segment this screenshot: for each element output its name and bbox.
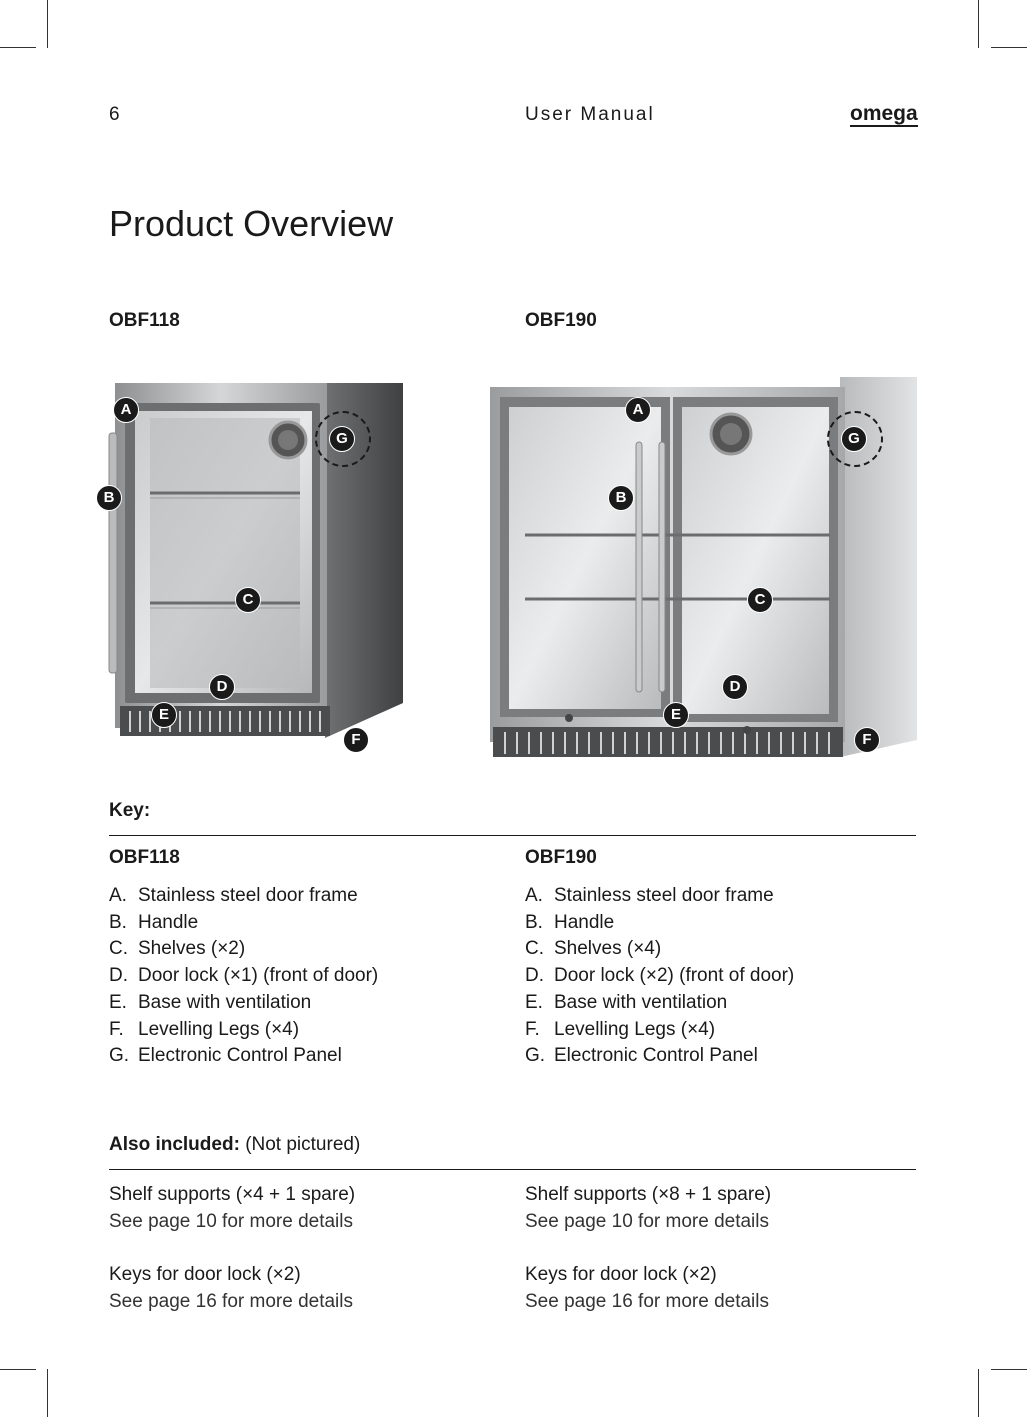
key-item bbox=[525, 990, 925, 1017]
included-item-name: Keys for door lock (×2) bbox=[109, 1264, 301, 1285]
label-e-obf190: E bbox=[663, 702, 689, 728]
key-item bbox=[525, 1043, 925, 1070]
key-text: Door lock (×1) (front of door) bbox=[138, 965, 379, 987]
brand-logo bbox=[850, 102, 918, 126]
label-d-obf118: D bbox=[209, 674, 235, 700]
included-item-name: Keys for door lock (×2) bbox=[525, 1264, 717, 1285]
key-text: Electronic Control Panel bbox=[138, 1045, 342, 1067]
key-item bbox=[109, 1017, 509, 1044]
key-item bbox=[525, 910, 925, 937]
key-letter: A. bbox=[525, 885, 543, 906]
key-text: Shelves (×4) bbox=[554, 938, 662, 960]
key-item bbox=[525, 963, 925, 990]
key-list-obf118 bbox=[109, 847, 509, 1070]
label-g-obf190: G bbox=[841, 426, 867, 452]
key-item bbox=[109, 963, 509, 990]
key-text: Shelves (×2) bbox=[138, 938, 246, 960]
label-d-obf190: D bbox=[722, 674, 748, 700]
included-item-detail: See page 16 for more details bbox=[525, 1290, 769, 1312]
also-included-label: Also included: bbox=[109, 1134, 240, 1155]
included-item bbox=[109, 1262, 509, 1315]
label-g-obf118: G bbox=[329, 426, 355, 452]
included-item-name: Shelf supports (×4 + 1 spare) bbox=[109, 1184, 356, 1205]
key-item bbox=[525, 1017, 925, 1044]
key-letter: F. bbox=[109, 1018, 124, 1040]
key-text: Electronic Control Panel bbox=[554, 1045, 758, 1067]
included-item-name: Shelf supports (×8 + 1 spare) bbox=[525, 1184, 772, 1205]
included-item bbox=[525, 1262, 925, 1315]
key-heading: Key: bbox=[109, 800, 151, 821]
key-text: Handle bbox=[138, 911, 199, 933]
key-item bbox=[109, 883, 509, 910]
key-letter: B. bbox=[109, 911, 127, 933]
key-text: Stainless steel door frame bbox=[554, 885, 774, 906]
key-item bbox=[109, 990, 509, 1017]
key-letter: C. bbox=[109, 938, 128, 960]
key-letter: C. bbox=[525, 938, 544, 960]
key-item bbox=[525, 883, 925, 910]
key-text: Base with ventilation bbox=[554, 991, 728, 1013]
label-f-obf190: F bbox=[854, 727, 880, 753]
model-title-obf118: OBF118 bbox=[109, 310, 180, 331]
label-b-obf118: B bbox=[96, 485, 122, 511]
divider bbox=[109, 835, 916, 836]
key-title-obf118: OBF118 bbox=[109, 847, 180, 868]
key-letter: B. bbox=[525, 911, 543, 933]
key-letter: G. bbox=[109, 1045, 130, 1067]
included-list-obf118 bbox=[109, 1182, 509, 1342]
key-text: Base with ventilation bbox=[138, 991, 312, 1013]
brand-logo-text: omega bbox=[850, 102, 918, 125]
label-c-obf118: C bbox=[235, 587, 261, 613]
key-letter: A. bbox=[109, 885, 127, 906]
crop-mark bbox=[978, 0, 979, 48]
included-item-detail: See page 10 for more details bbox=[109, 1210, 353, 1232]
key-text: Levelling Legs (×4) bbox=[554, 1018, 716, 1040]
label-a-obf190: A bbox=[625, 397, 651, 423]
crop-mark bbox=[991, 47, 1027, 48]
key-letter: D. bbox=[109, 965, 128, 987]
page-title: Product Overview bbox=[109, 203, 394, 244]
label-b-obf190: B bbox=[608, 485, 634, 511]
also-included-note: (Not pictured) bbox=[245, 1134, 361, 1155]
included-item bbox=[525, 1182, 925, 1235]
key-letter: G. bbox=[525, 1045, 546, 1067]
crop-mark bbox=[47, 0, 48, 48]
key-letter: F. bbox=[525, 1018, 540, 1040]
key-title-obf190: OBF190 bbox=[525, 847, 597, 868]
page-number: 6 bbox=[109, 104, 121, 125]
key-letter: E. bbox=[109, 991, 127, 1013]
label-f-obf118: F bbox=[343, 727, 369, 753]
key-letter: D. bbox=[525, 965, 544, 987]
divider bbox=[109, 1169, 916, 1170]
crop-mark bbox=[47, 1369, 48, 1417]
included-item bbox=[109, 1182, 509, 1235]
crop-mark bbox=[991, 1369, 1027, 1370]
label-e-obf118: E bbox=[151, 702, 177, 728]
key-item bbox=[109, 936, 509, 963]
key-item bbox=[525, 936, 925, 963]
key-text: Handle bbox=[554, 911, 615, 933]
running-title: User Manual bbox=[525, 104, 655, 125]
key-list-obf190 bbox=[525, 847, 925, 1070]
crop-mark bbox=[0, 1369, 36, 1370]
crop-mark bbox=[978, 1369, 979, 1417]
key-text: Levelling Legs (×4) bbox=[138, 1018, 300, 1040]
crop-mark bbox=[0, 47, 36, 48]
key-text: Stainless steel door frame bbox=[138, 885, 358, 906]
also-included-heading bbox=[109, 1134, 360, 1156]
key-text: Door lock (×2) (front of door) bbox=[554, 965, 795, 987]
label-c-obf190: C bbox=[747, 587, 773, 613]
model-title-obf190: OBF190 bbox=[525, 310, 597, 331]
label-a-obf118: A bbox=[113, 397, 139, 423]
key-letter: E. bbox=[525, 991, 543, 1013]
included-item-detail: See page 10 for more details bbox=[525, 1210, 769, 1232]
included-item-detail: See page 16 for more details bbox=[109, 1290, 353, 1312]
included-list-obf190 bbox=[525, 1182, 925, 1342]
key-item bbox=[109, 910, 509, 937]
key-item bbox=[109, 1043, 509, 1070]
